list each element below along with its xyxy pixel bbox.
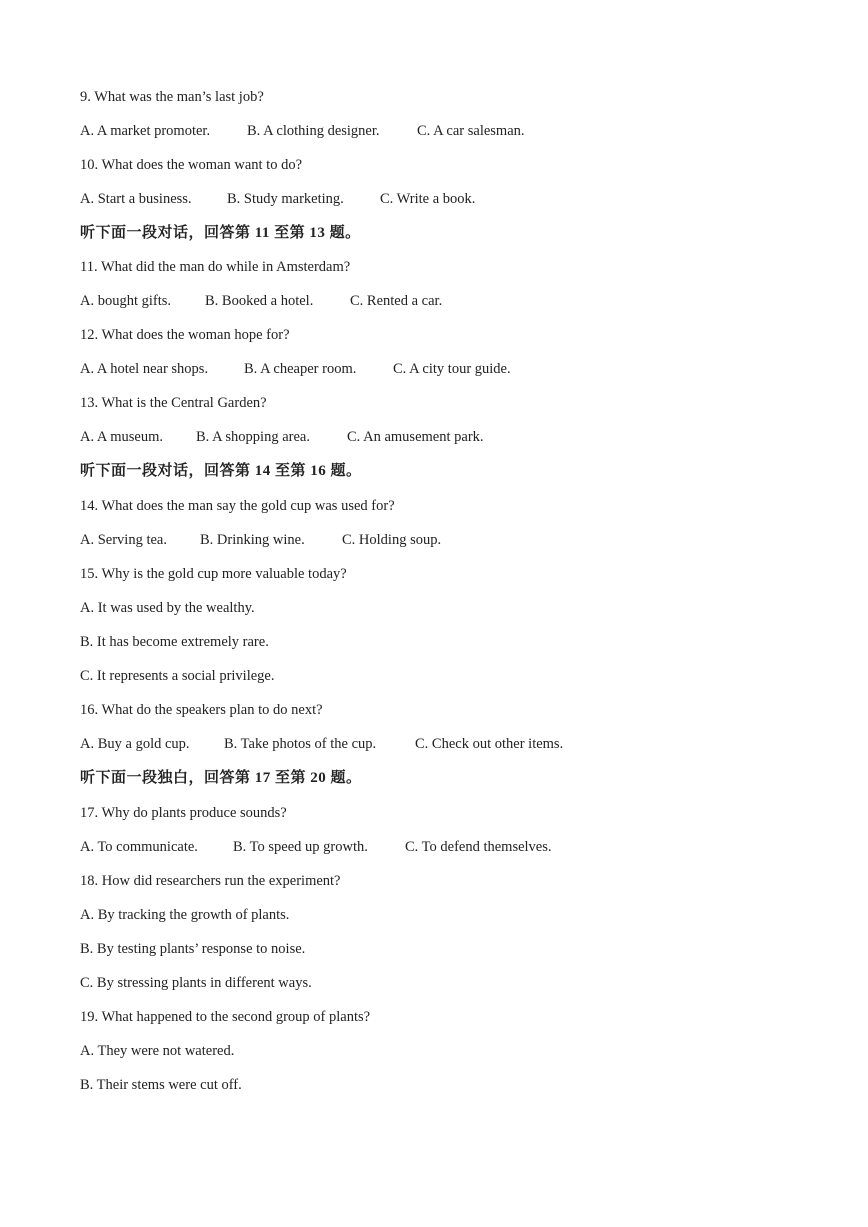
question-line: 9. What was the man’s last job? [80, 89, 264, 105]
answer-option: A. A hotel near shops. [80, 361, 209, 377]
answer-option: B. Booked a hotel. [205, 293, 314, 309]
answer-option: A. Start a business. [80, 191, 192, 207]
answer-option: C. Write a book. [380, 191, 476, 207]
question-line: A. It was used by the wealthy. [80, 600, 255, 616]
answer-option: C. An amusement park. [347, 429, 484, 445]
answer-option: A. A museum. [80, 429, 163, 445]
question-line: 16. What do the speakers plan to do next? [80, 702, 323, 718]
question-line: 14. What does the man say the gold cup was used for? [80, 498, 395, 514]
question-line: A. They were not watered. [80, 1043, 235, 1059]
section-heading: 听下面一段对话，回答第 11 至第 13 题。 [80, 225, 361, 241]
question-line: B. By testing plants’ response to noise. [80, 941, 306, 957]
answer-option: B. Study marketing. [227, 191, 344, 207]
answer-option: C. A car salesman. [417, 123, 525, 139]
answer-option: A. Serving tea. [80, 532, 167, 548]
section-heading: 听下面一段独白，回答第 17 至第 20 题。 [80, 770, 362, 786]
answer-option: B. A clothing designer. [247, 123, 380, 139]
question-line: 17. Why do plants produce sounds? [80, 805, 287, 821]
question-line: 19. What happened to the second group of plants? [80, 1009, 371, 1025]
answer-option: B. Take photos of the cup. [224, 736, 377, 752]
answer-option: C. Rented a car. [350, 293, 443, 309]
question-line: 11. What did the man do while in Amsterdam? [80, 259, 351, 275]
question-line: C. By stressing plants in different ways. [80, 975, 312, 991]
question-line: 15. Why is the gold cup more valuable today? [80, 566, 347, 582]
answer-option: C. A city tour guide. [393, 361, 511, 377]
answer-option: C. Holding soup. [342, 532, 442, 548]
answer-option: C. To defend themselves. [405, 839, 552, 855]
question-line: B. It has become extremely rare. [80, 634, 269, 650]
answer-option: B. A shopping area. [196, 429, 310, 445]
question-line: 12. What does the woman hope for? [80, 327, 290, 343]
section-heading: 听下面一段对话，回答第 14 至第 16 题。 [80, 463, 362, 479]
answer-option: B. A cheaper room. [244, 361, 357, 377]
answer-option: B. Drinking wine. [200, 532, 305, 548]
question-line: 10. What does the woman want to do? [80, 157, 303, 173]
answer-option: A. Buy a gold cup. [80, 736, 190, 752]
question-line: 18. How did researchers run the experiment? [80, 873, 341, 889]
answer-option: A. bought gifts. [80, 293, 172, 309]
answer-option: A. To communicate. [80, 839, 198, 855]
question-line: A. By tracking the growth of plants. [80, 907, 290, 923]
question-line: 13. What is the Central Garden? [80, 395, 267, 411]
question-line: B. Their stems were cut off. [80, 1077, 242, 1093]
question-line: C. It represents a social privilege. [80, 668, 275, 684]
answer-option: C. Check out other items. [415, 736, 564, 752]
answer-option: A. A market promoter. [80, 123, 211, 139]
answer-option: B. To speed up growth. [233, 839, 368, 855]
